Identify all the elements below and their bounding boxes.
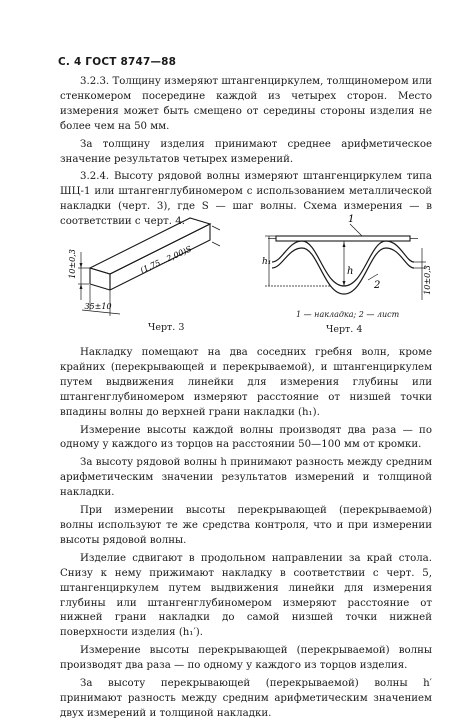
- paragraph: Изделие сдвигают в продольном направлении за край стола. Снизу к нему прижимают накладку в соответствии с черт. 5, штангенциркулем путем выдвижения линейки для измерения глубины или штангенглубиномером измеряют расстояние от нижней грани накладки до самой низшей точки нижней поверхности изделия (h₁′).: [60, 552, 432, 639]
- fig4-label-h: h: [347, 266, 354, 277]
- paragraph: За высоту перекрывающей (перекрываемой) волны h′ принимают разность между средним арифметическим значением двух измерений и толщиной накладки.: [60, 678, 432, 719]
- fig3-length-label: (1,75...2,00)S: [139, 244, 193, 276]
- paragraph: При измерении высоты перекрывающей (перекрываемой) волны используют те же средства контроля, что и при измерении высоты рядовой волны.: [60, 505, 432, 546]
- paragraph: Накладку помещают на два соседних гребня волн, кроме крайних (перекрывающей и перекрываемой), и штангенциркулем путем выдвижения линейки для измерения глубины или штангенглубиномером измеряют расстояние от низшей точки впадины волны до верхней грани накладки (h₁).: [60, 347, 432, 418]
- plate-front-face: [90, 268, 110, 290]
- fig4-label-h1: h₁: [262, 257, 272, 267]
- paragraph: 3.2.3. Толщину измеряют штангенциркулем, толщиномером или стенкомером посередине каждой из четырех сторон. Место измерения может быть смещено от середины стороны изделия не более чем на 50 мм.: [60, 76, 432, 132]
- figure-4-legend: 1 — накладка; 2 — лист: [296, 310, 400, 319]
- sheet-lower-surface: [272, 248, 414, 294]
- fig3-thickness-label: 10±0,3: [68, 249, 77, 279]
- paragraph: За высоту рядовой волны h принимают разность между средним арифметическим значении результатов измерений и толщиной накладки.: [60, 457, 432, 499]
- page-header: С. 4 ГОСТ 8747—88: [58, 56, 177, 68]
- figure-3-drawing: [62, 212, 222, 332]
- figure-4-caption: Черт. 4: [326, 324, 363, 335]
- paragraph: Измерение высоты каждой волны производят два раза — по одному у каждого из торцов на расстоянии 50—100 мм от кромки.: [60, 424, 432, 451]
- figure-4-drawing: [262, 208, 432, 308]
- paragraph: За толщину изделия принимают среднее арифметическое значение результатов четырех измерений.: [60, 138, 432, 165]
- sheet-upper-surface: [272, 241, 414, 286]
- fig4-label-1: 1: [348, 214, 355, 225]
- figure-3-caption: Черт. 3: [148, 322, 185, 333]
- fig3-width-label: 35±10: [84, 302, 112, 311]
- fig4-thickness-label: 10±0,3: [423, 265, 432, 295]
- fig4-label-2: 2: [374, 280, 381, 291]
- paragraph: Измерение высоты перекрывающей (перекрываемой) волны производят два раза — по одному у каждого из торцов изделия.: [60, 645, 432, 672]
- paragraph: 3.2.4. Высоту рядовой волны измеряют штангенциркулем типа ШЦ-1 или штангенглубиномером с использованием металлической накладки (черт. 3), где S — шаг волны. Схема измерения — в соответствии с черт. 4.: [60, 171, 432, 228]
- overlay-plate: [276, 236, 410, 241]
- text-block-top: [60, 75, 432, 230]
- text-block-bottom: [60, 346, 432, 722]
